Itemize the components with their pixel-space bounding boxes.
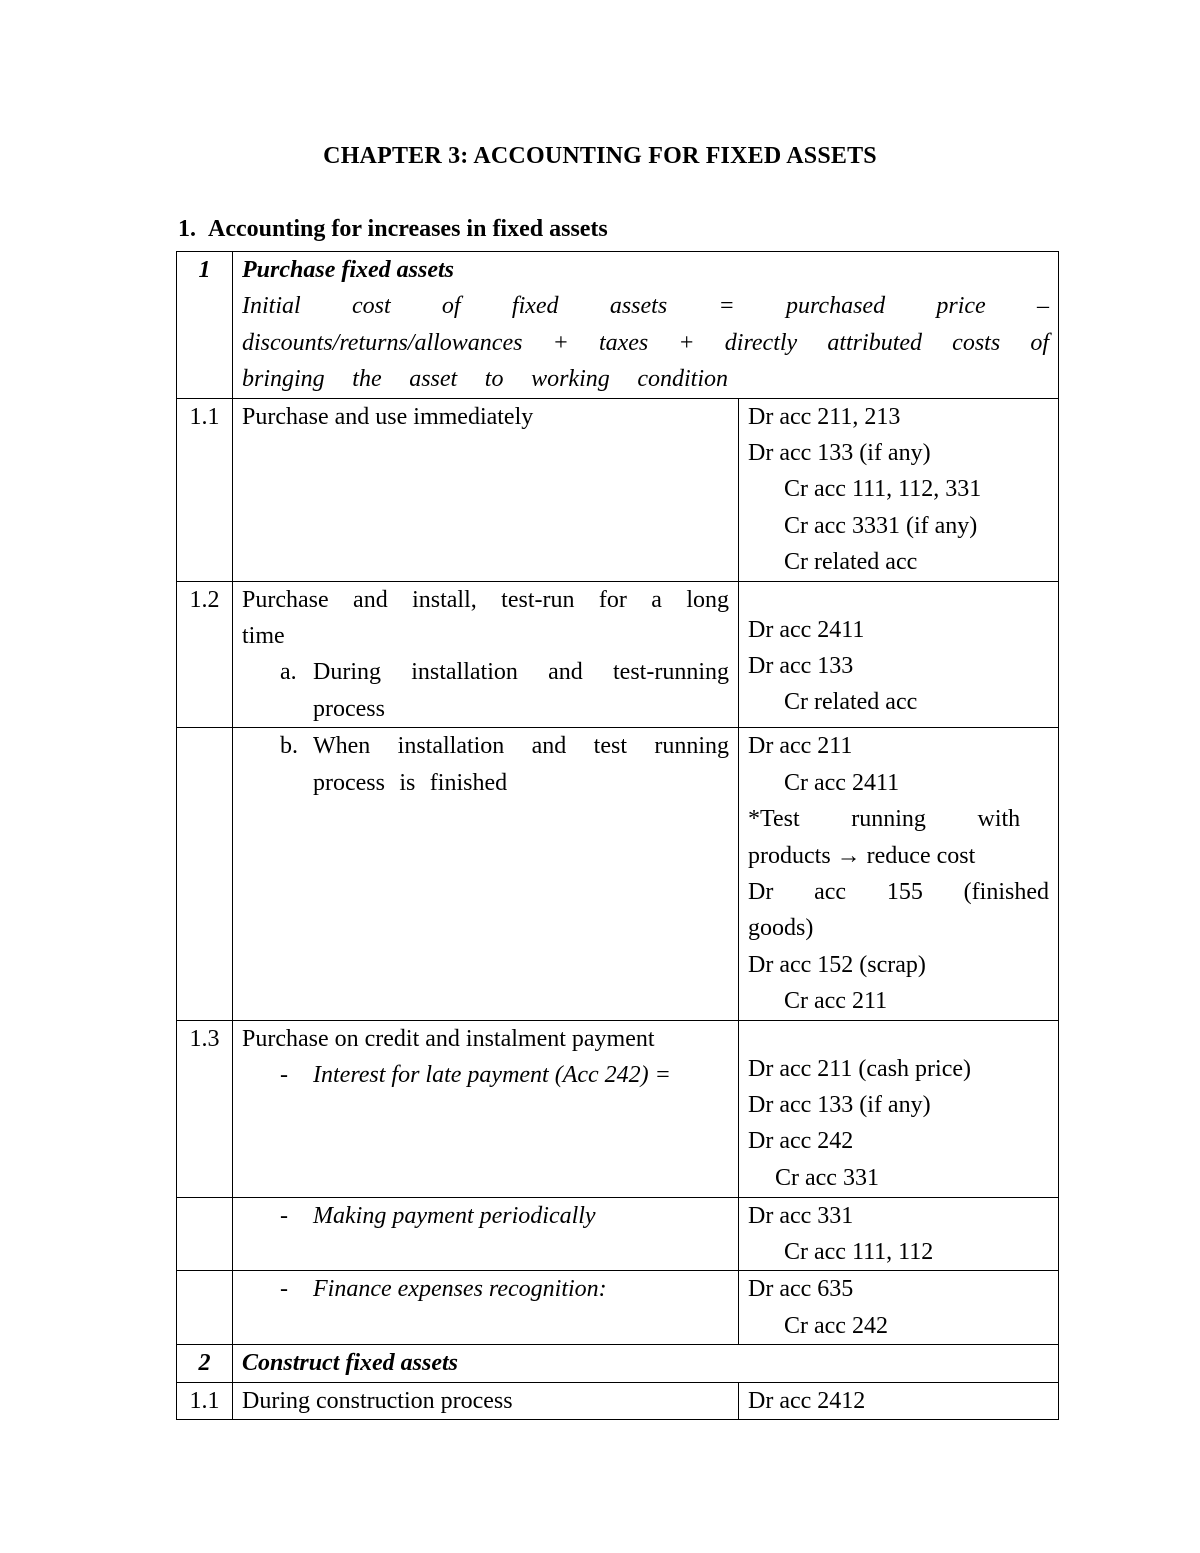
row-number: 1.2 — [177, 581, 233, 728]
dash-item-text: Making payment periodically — [313, 1202, 596, 1229]
test-running-note: *Test running with — [748, 806, 1021, 833]
table-row — [177, 398, 1059, 581]
test-running-note-cont: products → reduce cost — [748, 838, 1049, 874]
row-number: 1 — [177, 252, 233, 399]
table-row — [177, 252, 1059, 399]
row-description — [233, 252, 1059, 399]
entry-line: Cr acc 211 — [784, 988, 888, 1015]
entry-line: Dr acc 2412 — [748, 1387, 866, 1414]
entry-line: Cr acc 111, 112 — [784, 1238, 934, 1265]
row-heading: Construct fixed assets — [233, 1345, 1059, 1382]
table-row — [177, 1020, 1059, 1197]
sub-item-text: During installation and test-running process — [313, 659, 729, 722]
entry-line: Dr acc 211 (cash price) — [748, 1055, 971, 1082]
entry-line: Dr acc 152 (scrap) — [748, 951, 926, 978]
entry-line: Cr acc 331 — [775, 1164, 879, 1191]
row-entries — [739, 1271, 1059, 1345]
entry-line: Cr acc 3331 (if any) — [784, 512, 978, 539]
row-number: 1.1 — [177, 1382, 233, 1419]
row-entries — [739, 728, 1059, 1020]
row-number: 1.3 — [177, 1020, 233, 1197]
entry-line: Dr acc 133 (if any) — [748, 440, 931, 467]
row-description — [233, 581, 739, 728]
row-title: Purchase on credit and instalment payment — [242, 1025, 655, 1052]
row-description — [233, 1197, 739, 1271]
entry-line: Cr acc 111, 112, 331 — [784, 476, 982, 503]
dash-marker: - — [280, 1202, 288, 1229]
row-entries — [739, 581, 1059, 728]
arrow-right-icon: → — [836, 842, 861, 869]
row-number: 1.1 — [177, 398, 233, 581]
sub-item — [242, 654, 729, 727]
dash-item — [242, 1057, 729, 1093]
sub-item-marker: b. — [280, 733, 298, 760]
row-number: 2 — [177, 1345, 233, 1382]
entry-line: Dr acc 2411 — [748, 616, 865, 643]
table-row — [177, 581, 1059, 728]
row-description: During construction process — [233, 1382, 739, 1419]
sub-item-text: When installation and test running process is finished — [313, 733, 729, 796]
cost-formula: Initial cost of fixed assets = purchased price – discounts/returns/allowances + taxes + directly attributed costs of bringing the asset to working condition — [242, 293, 1049, 393]
row-number — [177, 1271, 233, 1345]
entry-line: Cr acc 2411 — [784, 769, 900, 796]
entry-line: Dr acc 155 (finished goods) — [748, 878, 1049, 942]
table-row — [177, 1345, 1059, 1382]
entry-line: Dr acc 133 — [748, 653, 854, 680]
section-heading-text: Accounting for increases in fixed assets — [208, 216, 608, 242]
row-title: Purchase and install, test-run for a long time — [242, 586, 729, 650]
entry-line: Dr acc 331 — [748, 1202, 854, 1229]
row-entries — [739, 1382, 1059, 1419]
entry-line: Cr acc 242 — [784, 1312, 888, 1339]
row-description — [233, 1271, 739, 1345]
journal-entries-table — [176, 251, 1059, 1420]
entry-line: Dr acc 211, 213 — [748, 403, 901, 430]
row-entries — [739, 1197, 1059, 1271]
chapter-title: CHAPTER 3: ACCOUNTING FOR FIXED ASSETS — [323, 143, 877, 169]
section-number: 1. — [178, 216, 196, 242]
row-entries — [739, 1020, 1059, 1197]
entry-line: Cr related acc — [784, 689, 918, 716]
dash-item-text: Finance expenses recognition: — [313, 1276, 607, 1303]
dash-marker: - — [280, 1276, 288, 1303]
section-heading — [178, 216, 608, 243]
dash-item — [242, 1198, 729, 1234]
entry-line: Dr acc 242 — [748, 1128, 854, 1155]
row-entries — [739, 398, 1059, 581]
dash-marker: - — [280, 1061, 288, 1088]
entry-line: Dr acc 635 — [748, 1276, 854, 1303]
entry-line: Cr related acc — [784, 549, 918, 576]
dash-item — [242, 1271, 729, 1307]
table-row — [177, 728, 1059, 1020]
row-description: Purchase and use immediately — [233, 398, 739, 581]
sub-item-marker: a. — [280, 659, 297, 686]
dash-item-text: Interest for late payment (Acc 242) = — [313, 1061, 671, 1088]
table-row — [177, 1271, 1059, 1345]
row-heading: Purchase fixed assets — [242, 257, 454, 283]
table-row — [177, 1197, 1059, 1271]
row-number — [177, 1197, 233, 1271]
row-number — [177, 728, 233, 1020]
sub-item — [242, 728, 729, 801]
row-description — [233, 1020, 739, 1197]
entry-line: Dr acc 211 — [748, 733, 853, 760]
table-row — [177, 1382, 1059, 1419]
row-description — [233, 728, 739, 1020]
entry-line: Dr acc 133 (if any) — [748, 1091, 931, 1118]
